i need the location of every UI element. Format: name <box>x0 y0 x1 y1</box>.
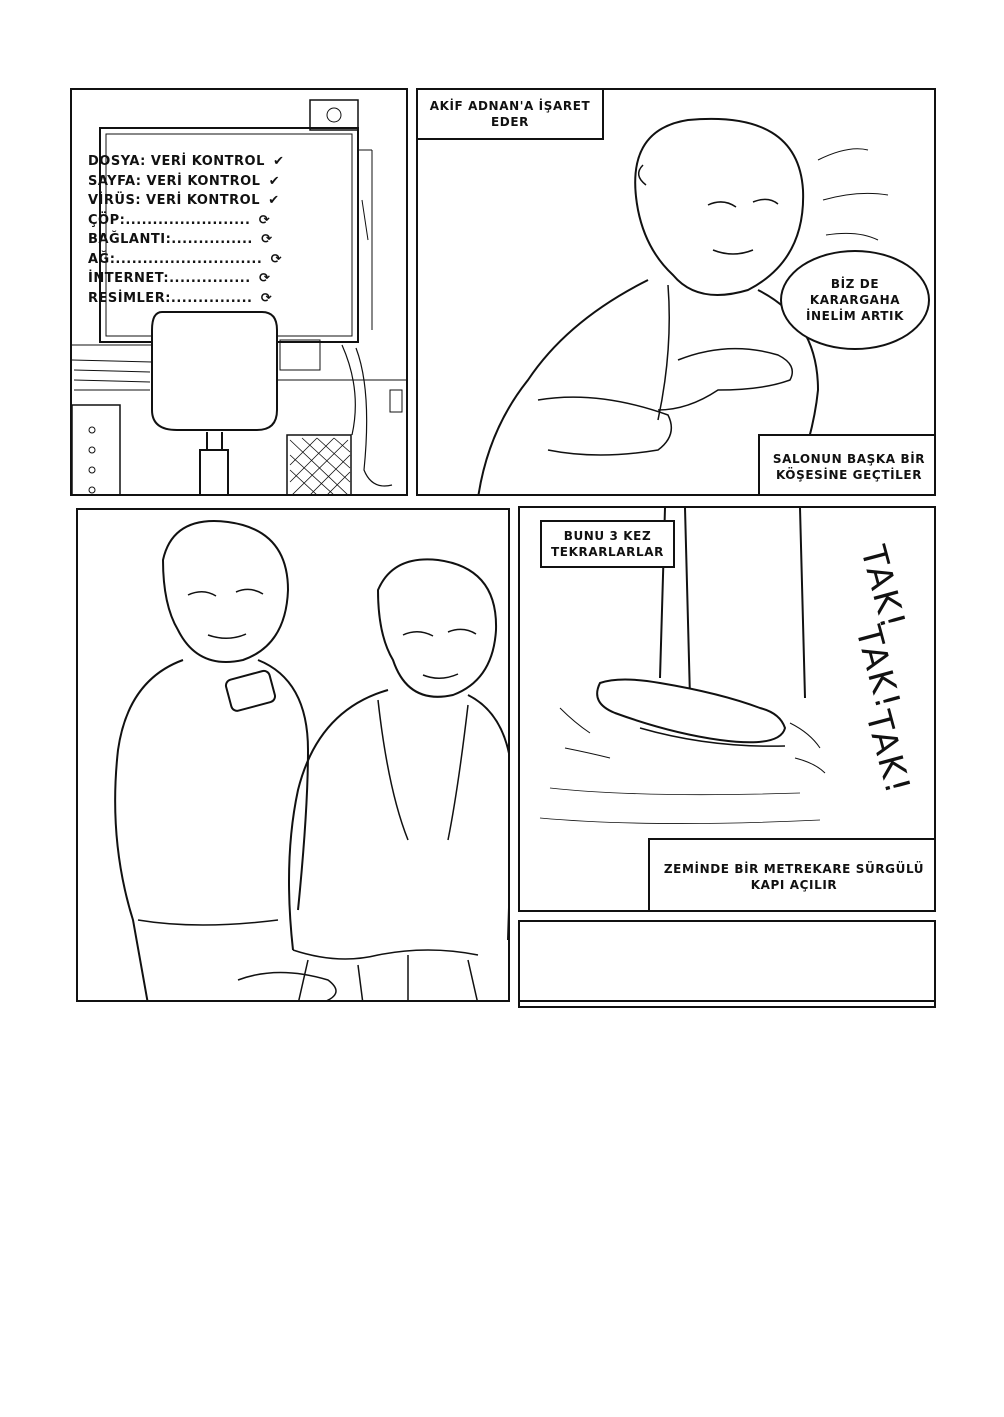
checklist-item: RESİMLER:............... ⟳ <box>88 289 287 309</box>
caption-bottom: ZEMİNDE BİR METREKARE SÜRGÜLÜ KAPI AÇILIR <box>648 838 936 912</box>
loading-icon: ⟳ <box>270 251 282 267</box>
checklist <box>88 152 287 308</box>
checkmark-icon: ✔ <box>273 154 285 169</box>
checklist-item: VİRÜS: VERİ KONTROL ✔ <box>88 191 287 211</box>
loading-icon: ⟳ <box>258 212 271 228</box>
panel-foot-tap <box>518 506 936 912</box>
speech-bubble: BİZ DE KARARGAHA İNELİM ARTIK <box>780 250 930 350</box>
checklist-item: BAĞLANTI:............... ⟳ <box>88 230 287 250</box>
checklist-item: DOSYA: VERİ KONTROL ✔ <box>88 152 287 172</box>
panel-akif-gesture <box>416 88 936 496</box>
loading-icon: ⟳ <box>258 271 271 286</box>
two-old-men-drawing <box>78 510 510 1002</box>
loading-icon: ⟳ <box>261 232 273 247</box>
panel-computer-checklist <box>70 88 408 496</box>
caption-bottom: SALONUN BAŞKA BİR KÖŞESİNE GEÇTİLER <box>758 434 936 496</box>
sound-effect: TAK! <box>852 541 914 635</box>
caption-top: BUNU 3 KEZ TEKRARLARLAR <box>540 520 675 568</box>
checklist-item: SAYFA: VERİ KONTROL ✔ <box>88 172 287 192</box>
checklist-item: İNTERNET:............... ⟳ <box>88 269 287 289</box>
loading-icon: ⟳ <box>260 290 273 306</box>
panel-two-men <box>76 508 510 1002</box>
sound-effect: TAK! <box>857 706 919 800</box>
checkmark-icon: ✔ <box>268 193 280 208</box>
caption-top: AKİF ADNAN'A İŞARET EDER <box>416 88 604 140</box>
checklist-item: ÇÖP:....................... ⟳ <box>88 211 287 231</box>
sound-effect: TAK! <box>847 621 909 715</box>
panel-trapdoor-open <box>518 920 936 1002</box>
checklist-item: AĞ:........................... ⟳ <box>88 250 287 270</box>
checkmark-icon: ✔ <box>268 173 281 189</box>
